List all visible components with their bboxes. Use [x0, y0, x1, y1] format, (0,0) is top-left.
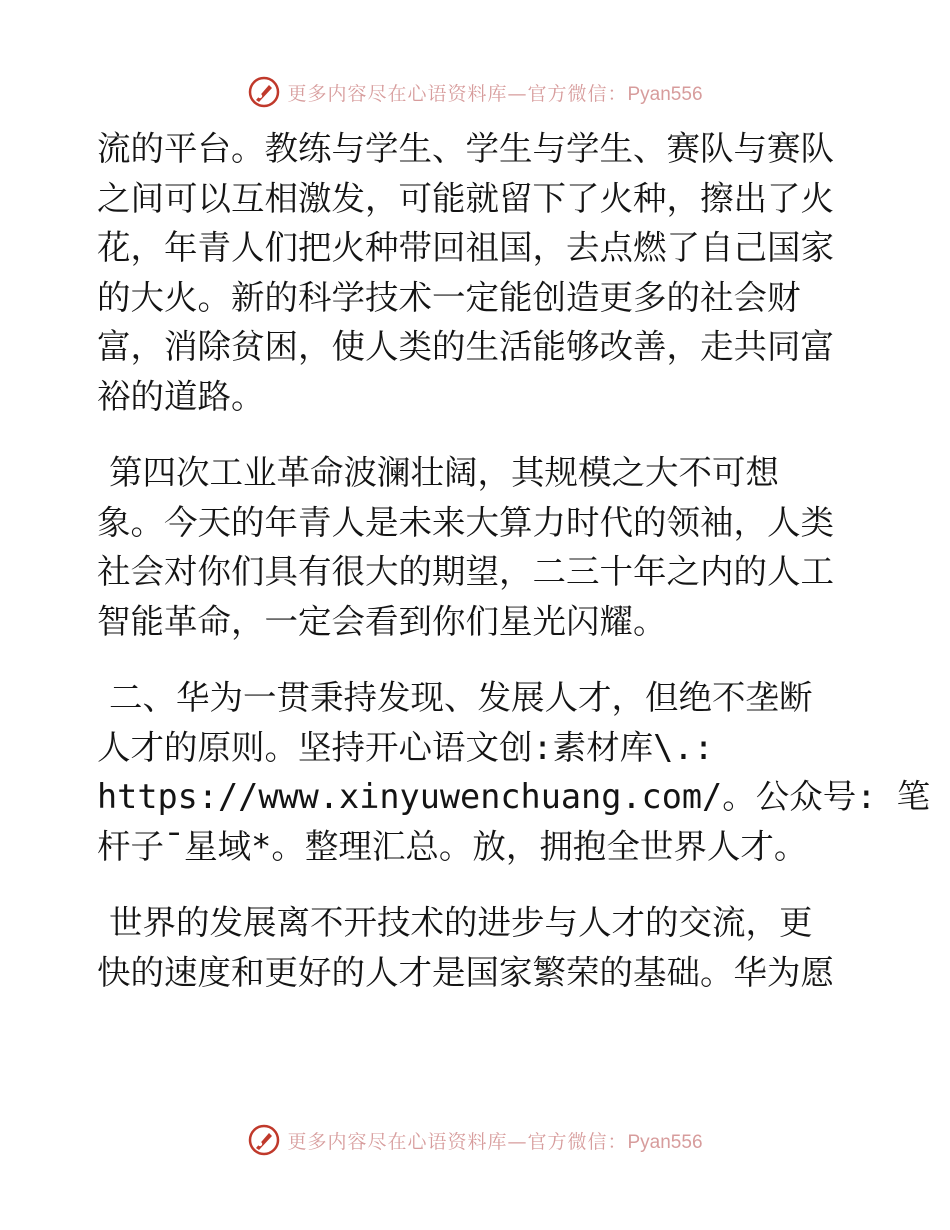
text-line: 富，消除贫困，使人类的生活能够改善，走共同富: [97, 327, 834, 366]
paragraph-4: [97, 898, 857, 997]
text-line: 智能革命，一定会看到你们星光闪耀。: [97, 601, 667, 641]
document-body: [97, 124, 931, 997]
text-line: 快的速度和更好的人才是国家繁荣的基础。华为愿: [97, 952, 834, 992]
text-line: 裕的道路。: [97, 376, 265, 416]
text-line: 象。今天的年青人是未来大算力时代的领袖，人类: [97, 502, 834, 542]
watermark-wechat-id: Pyan556: [627, 83, 703, 105]
text-line: https://www.xinyuwenchuang.com/。公众号: 笔: [97, 777, 931, 816]
footer-watermark: [0, 1120, 950, 1160]
pen-logo-icon: [247, 1123, 281, 1157]
text-line: 的大火。新的科学技术一定能创造更多的社会财: [97, 277, 801, 317]
text-line: 杆子¯星域*。整理汇总。放，拥抱全世界人才。: [97, 826, 808, 866]
text-line: 社会对你们具有很大的期望，二三十年之内的人工: [97, 552, 834, 591]
text-line: 人才的原则。坚持开心语文创:素材库\.:: [97, 727, 714, 767]
paragraph-1: [97, 124, 857, 421]
pen-logo-icon: [247, 75, 281, 109]
watermark-wechat-id: Pyan556: [627, 1131, 703, 1153]
watermark-text: 更多内容尽在心语资料库—官方微信：Pyan556: [287, 1130, 703, 1153]
text-line: 之间可以互相激发，可能就留下了火种，擦出了火: [97, 178, 834, 218]
text-line: 流的平台。教练与学生、学生与学生、赛队与赛队: [97, 129, 834, 168]
text-line: 花，年青人们把火种带回祖国，去点燃了自己国家: [97, 228, 834, 267]
watermark-text: 更多内容尽在心语资料库—官方微信：Pyan556: [287, 82, 703, 105]
text-line: 世界的发展离不开技术的进步与人才的交流，更: [109, 903, 813, 942]
header-watermark: [0, 72, 950, 112]
paragraph-2: [97, 448, 857, 646]
paragraph-3: [97, 673, 931, 871]
text-line: 第四次工业革命波澜壮阔，其规模之大不可想: [109, 453, 779, 492]
text-line: 二、华为一贯秉持发现、发展人才，但绝不垄断: [109, 678, 813, 717]
